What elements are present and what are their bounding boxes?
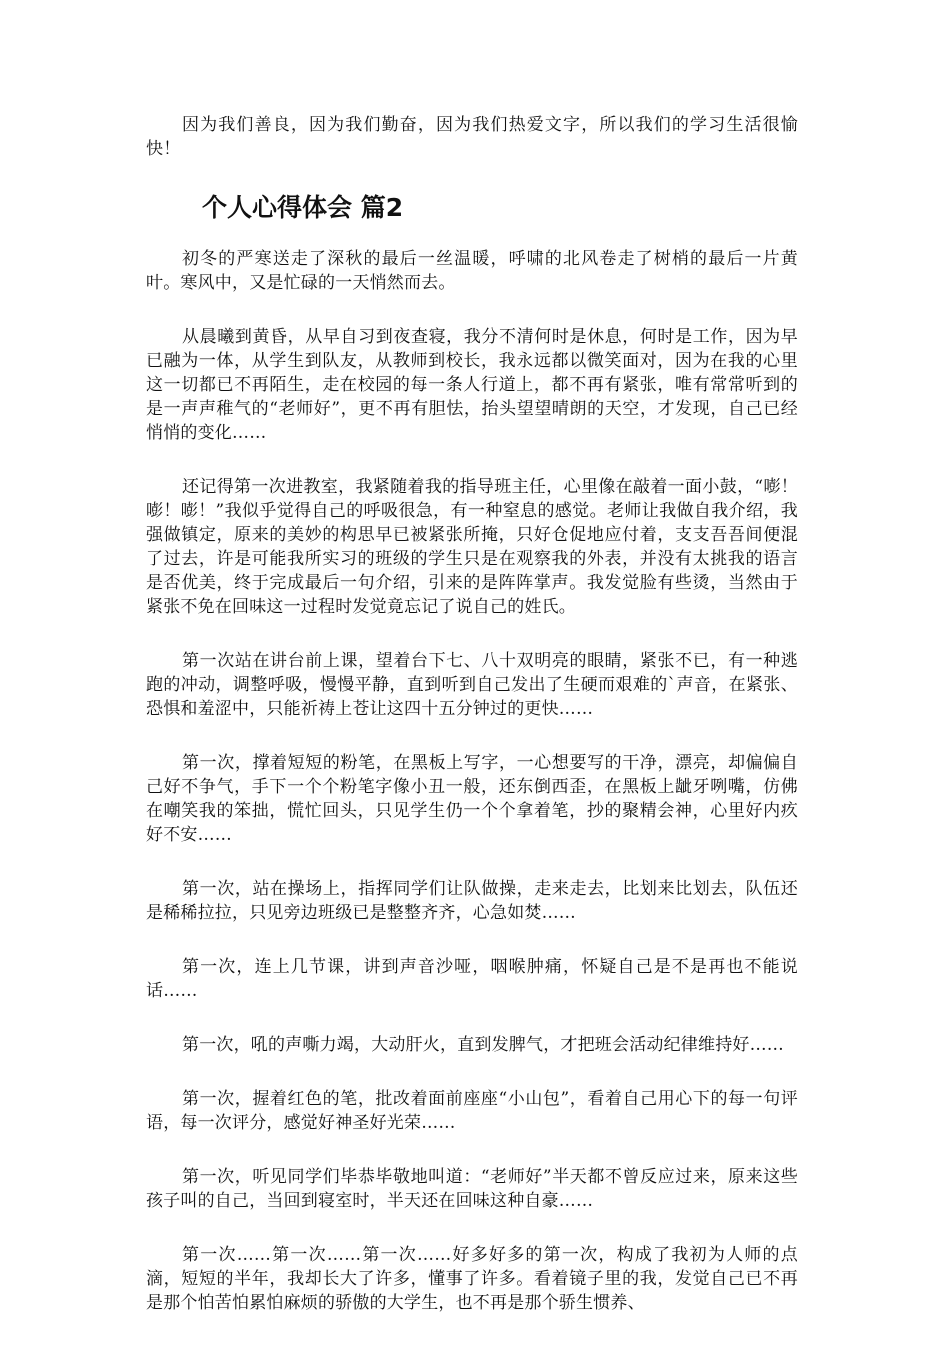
paragraph: 第一次，握着红色的笔，批改着面前座座“小山包”，看着自己用心下的每一句评语，每一次评分，感觉好神圣好光荣…… [146,1089,798,1133]
paragraph: 第一次，吼的声嘶力竭，大动肝火，直到发脾气，才把班会活动纪律维持好…… [182,1035,784,1055]
paragraph: 第一次，撑着短短的粉笔，在黑板上写字，一心想要写的干净，漂亮，却偏偏自己好不争气，手下一个个粉笔字像小丑一般，还东倒西歪，在黑板上龇牙咧嘴，仿佛在嘲笑我的笨拙，慌忙回头，只见学生仍一个个拿着笔，抄的聚精会神，心里好内疚好不安…… [146,753,798,845]
intro-paragraph: 因为我们善良，因为我们勤奋，因为我们热爱文字，所以我们的学习生活很愉快！ [146,115,798,159]
paragraph: 第一次，站在操场上，指挥同学们让队做操，走来走去，比划来比划去，队伍还是稀稀拉拉，只见旁边班级已是整整齐齐，心急如焚…… [146,879,798,923]
section-title: 个人心得体会 篇2 [202,193,404,222]
paragraph: 初冬的严寒送走了深秋的最后一丝温暖，呼啸的北风卷走了树梢的最后一片黄叶。寒风中，又是忙碌的一天悄然而去。 [146,249,798,293]
paragraph: 从晨曦到黄昏，从早自习到夜查寝，我分不清何时是休息，何时是工作，因为早已融为一体，从学生到队友，从教师到校长，我永远都以微笑面对，因为在我的心里这一切都已不再陌生，走在校园的每一条人行道上，都不再有紧张，唯有常常听到的是一声声稚气的“老师好”，更不再有胆怯，抬头望望晴朗的天空，才发现，自己已经悄悄的变化…… [146,327,798,443]
paragraph: 第一次，听见同学们毕恭毕敬地叫道：“老师好”半天都不曾反应过来，原来这些孩子叫的自己，当回到寝室时，半天还在回味这种自豪…… [146,1167,798,1211]
paragraph: 还记得第一次进教室，我紧随着我的指导班主任，心里像在敲着一面小鼓，“嘭！嘭！嘭！”我似乎觉得自己的呼吸很急，有一种窒息的感觉。老师让我做自我介绍，我强做镇定，原来的美妙的构思早已被紧张所掩，只好仓促地应付着，支支吾吾间便混了过去，许是可能我所实习的班级的学生只是在观察我的外表，并没有太挑我的语言是否优美，终于完成最后一句介绍，引来的是阵阵掌声。我发觉脸有些烫，当然由于紧张不免在回味这一过程时发觉竟忘记了说自己的姓氏。 [146,477,798,617]
paragraph: 第一次，连上几节课，讲到声音沙哑，咽喉肿痛，怀疑自己是不是再也不能说话…… [146,957,798,1001]
document-page [146,113,798,1345]
paragraph: 第一次站在讲台前上课，望着台下七、八十双明亮的眼睛，紧张不已，有一种逃跑的冲动，调整呼吸，慢慢平静，直到听到自己发出了生硬而艰难的`声音，在紧张、恐惧和羞涩中，只能祈祷上苍让这四十五分钟过的更快…… [146,651,798,719]
paragraph: 第一次……第一次……第一次……好多好多的第一次，构成了我初为人师的点滴，短短的半年，我却长大了许多，懂事了许多。看着镜子里的我，发觉自己已不再是那个怕苦怕累怕麻烦的骄傲的大学生，也不再是那个骄生惯养、 [146,1245,798,1313]
